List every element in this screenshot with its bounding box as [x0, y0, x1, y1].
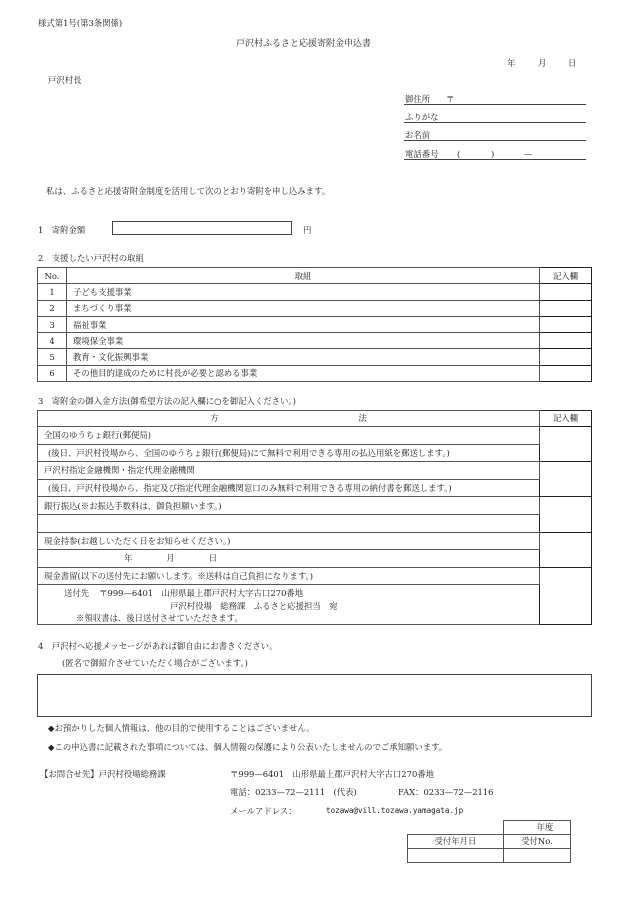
method-cash: 現金持参(お越しいただく日をお知らせください。) — [38, 532, 540, 550]
mark-cell[interactable] — [540, 365, 592, 381]
postal-mark: 〒 — [446, 94, 455, 104]
col-mark-header: 記入欄 — [540, 411, 592, 427]
table-row — [38, 333, 592, 349]
phone-dash: — — [524, 149, 533, 159]
method-postbank-note: (後日、戸沢村役場から、全国のゆうちょ銀行(郵便局)にて無料で利用できる専用の払込用紙を郵送します。) — [38, 444, 540, 462]
reception-value-row — [408, 849, 571, 863]
contact-phone: 電話：0233—72—2111 (代表) — [230, 787, 357, 797]
yen-unit: 円 — [303, 225, 312, 235]
row-no: 1 — [38, 284, 67, 300]
mark-cell-transfer[interactable] — [540, 497, 592, 532]
section3-label: 3 寄附金の御入金方法(御希望方法の記入欄に○を御記入ください。) — [38, 396, 296, 406]
col-method-header — [38, 411, 540, 427]
furigana-field[interactable] — [404, 122, 586, 123]
method-transfer: 銀行振込(※お振込手数料は、御負担願います。) — [38, 497, 540, 515]
method-designated: 戸沢村指定金融機関・指定代理金融機関 — [38, 462, 540, 480]
row-no: 6 — [38, 365, 67, 381]
row-item: 子ども支援事業 — [67, 284, 540, 300]
reception-box — [407, 820, 571, 863]
date-month-label: 月 — [538, 58, 547, 68]
mark-cell[interactable] — [540, 333, 592, 349]
table-row — [38, 349, 592, 365]
method-postbank: 全国のゆうちょ銀行(郵便局) — [38, 427, 540, 445]
form-title: 戸沢村ふるさと応援寄附金申込書 — [236, 39, 372, 49]
section2-label: 2 支援したい戸沢村の取組 — [38, 253, 144, 263]
row-item: 環境保全事業 — [67, 333, 540, 349]
row-no: 5 — [38, 349, 67, 365]
send-to-label: 送付先 — [64, 588, 90, 599]
mark-cell-postbank[interactable] — [540, 427, 592, 462]
contact-email-label: メールアドレス： — [230, 806, 297, 816]
mark-cell-cash[interactable] — [540, 532, 592, 567]
section4-label: 4 戸沢村へ応援メッセージがあれば御自由にお書きください。 — [38, 641, 278, 651]
col-no-header: No. — [38, 268, 67, 284]
mark-cell-registered[interactable] — [540, 567, 592, 624]
phone-field[interactable] — [404, 159, 586, 160]
col-item-header: 取組 — [67, 268, 540, 284]
table-row — [38, 300, 592, 316]
method-transfer-blank — [38, 514, 540, 532]
table-row — [38, 365, 592, 381]
address-label: 御住所 — [405, 94, 431, 104]
contact-label: 【お問合せ先】戸沢村役場総務課 — [40, 769, 166, 779]
method-registered: 現金書留(以下の送付先にお願いします。※送料は自己負担になります。) — [38, 567, 540, 585]
table-header-row — [38, 411, 592, 427]
cash-day-label: 日 — [208, 553, 218, 564]
table-row — [38, 497, 592, 515]
reception-date-cell[interactable] — [408, 849, 504, 863]
address-field[interactable] — [404, 104, 586, 105]
donation-amount-field[interactable] — [112, 221, 292, 235]
table-row — [38, 444, 592, 462]
section4-note: (匿名で御紹介させていただく場合がございます。) — [62, 658, 248, 668]
form-number: 様式第1号(第3条関係) — [38, 18, 123, 28]
reception-header-row — [408, 835, 571, 849]
method-designated-note: (後日、戸沢村役場から、指定及び指定代理金融機関窓口のみ無料で利用できる専用の納付書を郵送します。) — [38, 479, 540, 497]
method-registered-details — [38, 585, 540, 625]
table-row — [38, 462, 592, 480]
mark-cell[interactable] — [540, 316, 592, 332]
cash-month-label: 月 — [166, 553, 175, 564]
method-cash-date[interactable] — [38, 550, 540, 568]
mark-cell[interactable] — [540, 300, 592, 316]
reception-corner — [408, 821, 504, 835]
mark-cell[interactable] — [540, 284, 592, 300]
send-to-office: 戸沢村役場 総務課 ふるさと応援担当 宛 — [170, 600, 338, 611]
row-item: 教育・文化振興事業 — [67, 349, 540, 365]
table-row — [38, 514, 592, 532]
initiatives-table — [37, 267, 592, 382]
receipt-note: ※領収書は、後日送付させていただきます。 — [76, 612, 243, 623]
payment-methods-table — [37, 410, 592, 625]
col-method-char-b: 法 — [358, 413, 367, 424]
reception-no-header: 受付No. — [504, 835, 571, 849]
row-no: 2 — [38, 300, 67, 316]
reception-date-header: 受付年月日 — [408, 835, 504, 849]
section1-label: 1 寄附金額 — [38, 225, 86, 235]
contact-email-link[interactable]: tozawa@vill.tozawa.yamagata.jp — [326, 806, 464, 815]
row-item: まちづくり事業 — [67, 300, 540, 316]
phone-label: 電話番号 — [405, 149, 439, 159]
reception-no-cell[interactable] — [504, 849, 571, 863]
table-row — [38, 585, 592, 625]
table-row — [38, 284, 592, 300]
furigana-label: ふりがな — [405, 112, 439, 122]
name-label: お名前 — [405, 130, 431, 140]
cash-year-label: 年 — [124, 553, 133, 564]
notice-nondisclosure: ◆この申込書に記載された事項については、個人情報の保護により公表いたしませんのでご承知願います。 — [48, 742, 448, 752]
mark-cell-designated[interactable] — [540, 462, 592, 497]
col-method-char-a: 方 — [210, 413, 219, 424]
phone-close-paren: ) — [491, 149, 495, 159]
notice-privacy: ◆お預かりした個人情報は、他の目的で使用することはございません。 — [48, 723, 315, 733]
col-mark-header: 記入欄 — [540, 268, 592, 284]
row-item: その他目的達成のために村長が必要と認める事業 — [67, 365, 540, 381]
intro-text: 私は、ふるさと応援寄附金制度を活用して次のとおり寄附を申し込みます。 — [46, 186, 331, 196]
table-row — [38, 316, 592, 332]
table-row — [38, 532, 592, 550]
date-day-label: 日 — [568, 58, 577, 68]
contact-fax: FAX：0233—72—2116 — [398, 787, 494, 797]
contact-address: 〒999—6401 山形県最上郡戸沢村大字古口270番地 — [230, 769, 435, 779]
reception-year-row — [408, 821, 571, 835]
addressee: 戸沢村長 — [48, 75, 82, 85]
table-row — [38, 567, 592, 585]
name-field[interactable] — [404, 140, 586, 141]
phone-open-paren: ( — [457, 149, 461, 159]
table-row — [38, 479, 592, 497]
message-textarea[interactable] — [37, 674, 592, 717]
table-row — [38, 427, 592, 445]
row-no: 3 — [38, 316, 67, 332]
table-header-row — [38, 268, 592, 284]
row-no: 4 — [38, 333, 67, 349]
reception-fiscal-year: 年度 — [504, 821, 571, 835]
mark-cell[interactable] — [540, 349, 592, 365]
send-to-address: 〒999—6401 山形県最上郡戸沢村大字古口270番地 — [99, 588, 304, 599]
table-row — [38, 550, 592, 568]
date-year-label: 年 — [507, 58, 516, 68]
row-item: 福祉事業 — [67, 316, 540, 332]
